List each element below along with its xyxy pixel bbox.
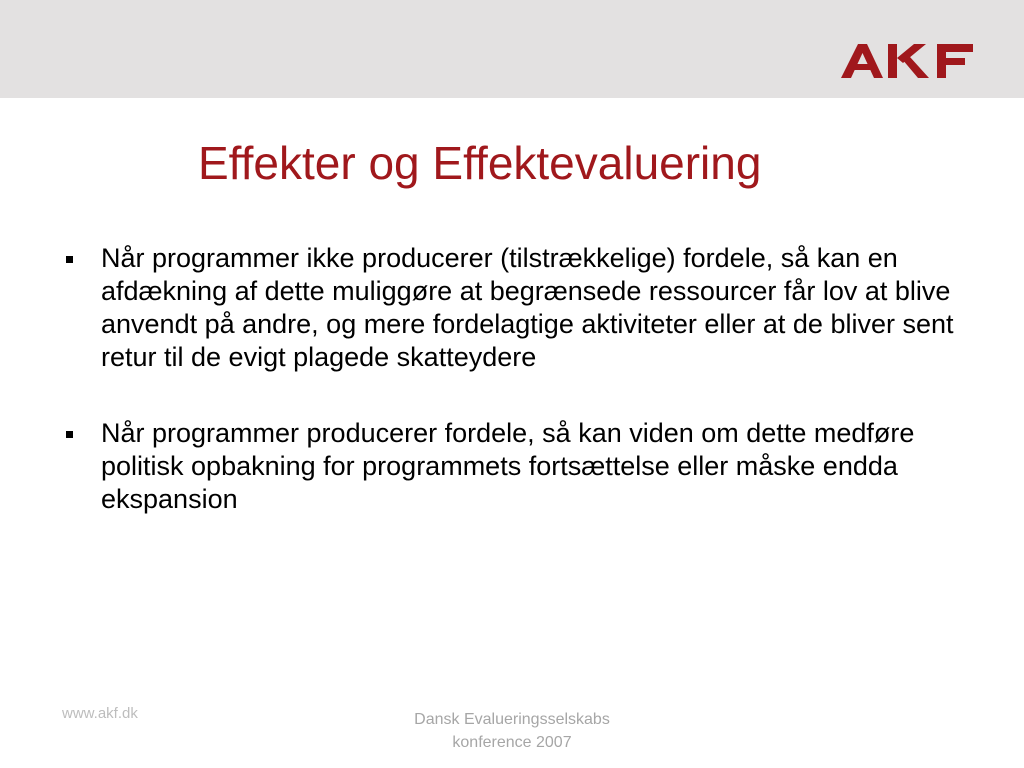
footer-conference	[352, 708, 672, 754]
akf-logo	[841, 44, 973, 78]
akf-logo-icon	[841, 44, 973, 78]
bullet-text: Når programmer ikke producerer (tilstrækkelige) fordele, så kan en afdækning af dette muliggøre at begrænsede ressourcer får lov at blive anvendt på andre, og mere fordelagtige aktiviteter eller at de bliver sent retur til de evigt plagede skatteydere	[101, 243, 954, 372]
square-bullet-icon	[66, 431, 73, 438]
footer-conference-line2: konference 2007	[452, 734, 572, 751]
bullet-item	[60, 242, 960, 374]
bullet-list	[60, 242, 960, 559]
square-bullet-icon	[66, 256, 73, 263]
header-band	[0, 0, 1024, 98]
bullet-text: Når programmer producerer fordele, så kan viden om dette medføre politisk opbakning for programmets fortsættelse eller måske endda ekspansion	[101, 418, 915, 514]
bullet-item	[60, 417, 960, 516]
footer-conference-line1: Dansk Evalueringsselskabs	[414, 711, 610, 728]
slide-title: Effekter og Effektevaluering	[198, 137, 762, 189]
footer-url: www.akf.dk	[62, 705, 138, 722]
